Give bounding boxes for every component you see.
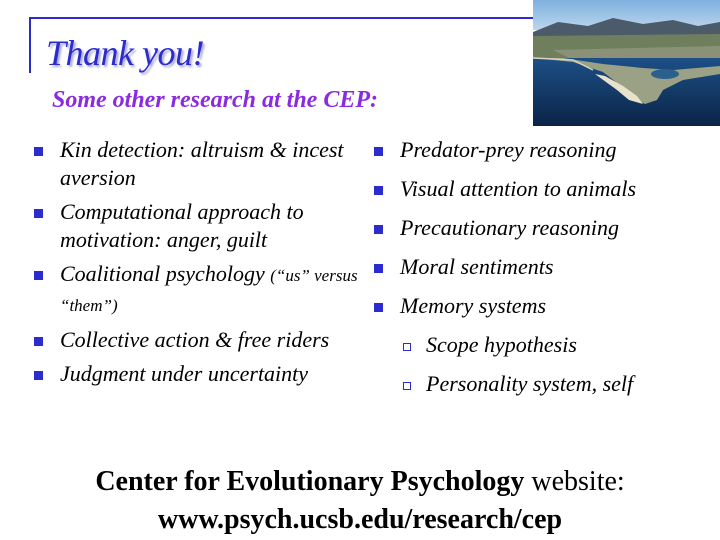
left-bullet-list	[32, 136, 372, 394]
square-bullet-icon	[34, 271, 43, 280]
list-item-text: Computational approach to motivation: anger, guilt	[60, 199, 304, 252]
list-item-text: Precautionary reasoning	[400, 215, 619, 240]
list-item-text: Visual attention to animals	[400, 176, 637, 201]
list-item	[372, 175, 712, 203]
square-bullet-icon	[374, 186, 383, 195]
list-item	[372, 214, 712, 242]
sub-list-item-text: Scope hypothesis	[426, 332, 577, 357]
list-item-text: Coalitional psychology	[60, 261, 271, 286]
list-item-text: Moral sentiments	[400, 254, 554, 279]
square-bullet-icon	[34, 337, 43, 346]
list-item	[32, 360, 372, 388]
list-item-text: Predator-prey reasoning	[400, 137, 617, 162]
list-item	[32, 136, 372, 192]
org-name: Center for Evolutionary Psychology	[95, 466, 525, 497]
hollow-square-bullet-icon	[403, 382, 411, 390]
list-item	[372, 292, 712, 320]
footer-url: www.psych.ucsb.edu/research/cep	[157, 504, 563, 535]
list-item-text: Memory systems	[400, 293, 547, 318]
list-item-text: Collective action & free riders	[60, 327, 330, 352]
square-bullet-icon	[34, 371, 43, 380]
right-bullet-list	[372, 136, 712, 409]
sub-list-item-text: Personality system, self	[426, 371, 634, 396]
slide-subtitle: Some other research at the CEP:	[52, 87, 379, 113]
frame-horizontal-line	[29, 17, 549, 19]
list-item	[32, 326, 372, 354]
sub-list-item	[400, 370, 712, 398]
list-item	[372, 253, 712, 281]
hollow-square-bullet-icon	[403, 343, 411, 351]
list-item-text: Judgment under uncertainty	[60, 361, 309, 386]
square-bullet-icon	[34, 147, 43, 156]
square-bullet-icon	[34, 209, 43, 218]
list-item	[32, 198, 372, 254]
frame-vertical-line	[29, 17, 31, 73]
list-item-text: Kin detection: altruism & incest aversion	[60, 137, 344, 190]
website-label: website:	[524, 466, 625, 497]
footer-org-line	[0, 466, 720, 498]
list-item	[372, 136, 712, 164]
square-bullet-icon	[374, 264, 383, 273]
sub-list-item	[400, 331, 712, 359]
slide-title: Thank you!	[46, 33, 204, 73]
coastline-photo	[533, 0, 720, 126]
square-bullet-icon	[374, 303, 383, 312]
square-bullet-icon	[374, 225, 383, 234]
list-item	[32, 260, 372, 320]
list-item-note: (“us” versus “them”)	[60, 266, 358, 315]
square-bullet-icon	[374, 147, 383, 156]
